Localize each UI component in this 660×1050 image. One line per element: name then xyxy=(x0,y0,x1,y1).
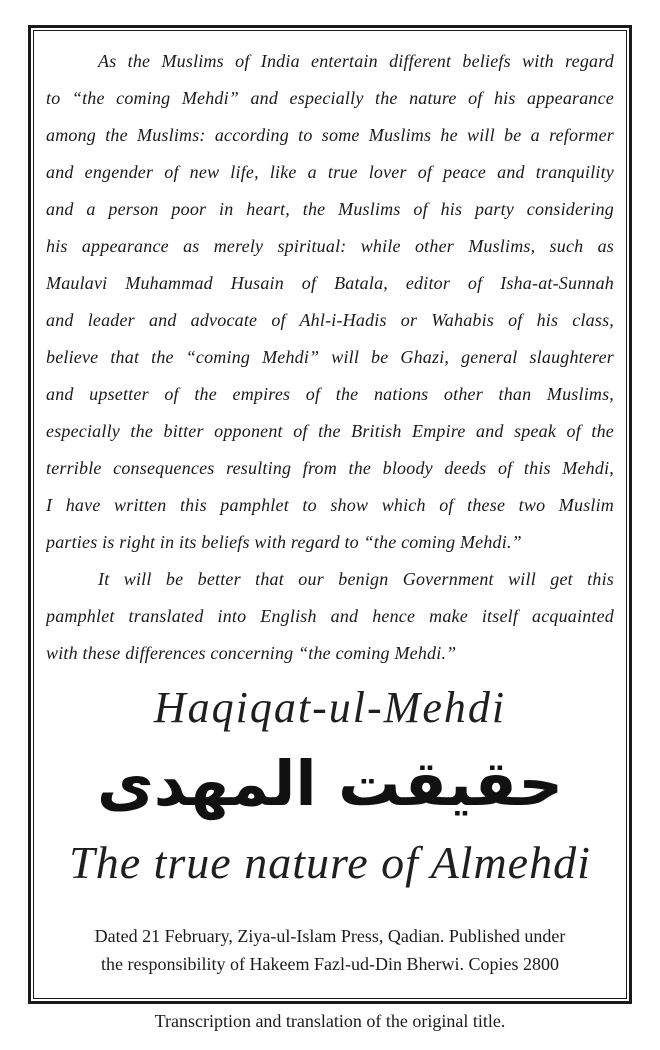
body-line: his appearance as merely spiritual: while other Muslims, such as xyxy=(46,236,614,256)
body-line: terrible consequences resulting from the bloody deeds of this Mehdi, xyxy=(46,458,614,478)
body-text-block xyxy=(46,43,614,672)
body-line: and upsetter of the empires of the nations other than Muslims, xyxy=(46,384,614,404)
body-line: especially the bitter opponent of the British Empire and speak of the xyxy=(46,421,614,441)
body-line: As the Muslims of India entertain different beliefs with regard xyxy=(98,51,614,71)
imprint-line-2: the responsibility of Hakeem Fazl-ud-Din Bherwi. Copies 2800 xyxy=(101,954,559,974)
title-transliteration: Haqiqat-ul-Mehdi xyxy=(153,683,507,732)
title-page-frame-inner xyxy=(33,30,627,999)
body-line: parties is right in its beliefs with regard to “the coming Mehdi.” xyxy=(46,532,522,552)
imprint-block xyxy=(46,922,614,978)
body-line: with these differences concerning “the coming Mehdi.” xyxy=(46,643,457,663)
title-translation: The true nature of Almehdi xyxy=(69,837,591,888)
body-line: among the Muslims: according to some Muslims he will be a reformer xyxy=(46,125,614,145)
footer-caption: Transcription and translation of the original title. xyxy=(154,1011,506,1031)
body-line: and leader and advocate of Ahl-i-Hadis or Wahabis of his class, xyxy=(46,310,614,330)
body-line: It will be better that our benign Government will get this xyxy=(98,569,614,589)
title-page-frame xyxy=(28,25,632,1004)
body-line: to “the coming Mehdi” and especially the nature of his appearance xyxy=(46,88,614,108)
body-line: pamphlet translated into English and hence make itself acquainted xyxy=(46,606,614,626)
body-line: I have written this pamphlet to show which of these two Muslim xyxy=(46,495,614,515)
body-line: Maulavi Muhammad Husain of Batala, editor of Isha-at-Sunnah xyxy=(46,273,614,293)
title-arabic-calligraphy: حقيقت المهدى xyxy=(96,747,564,820)
body-line: and a person poor in heart, the Muslims of his party considering xyxy=(46,199,614,219)
body-line: believe that the “coming Mehdi” will be Ghazi, general slaughterer xyxy=(46,347,614,367)
imprint-line-1: Dated 21 February, Ziya-ul-Islam Press, Qadian. Published under xyxy=(94,926,566,946)
body-line: and engender of new life, like a true lover of peace and tranquility xyxy=(46,162,614,182)
